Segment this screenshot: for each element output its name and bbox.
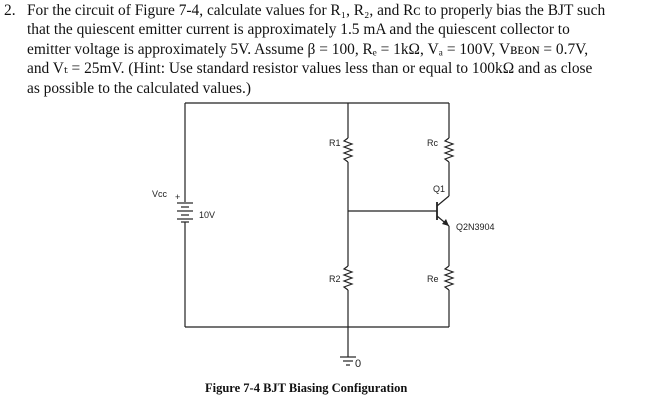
rc-resistor — [445, 138, 453, 162]
problem-line-4: and Vₜ = 25mV. (Hint: Use standard resistor values less than or equal to 100kΩ and as close — [27, 60, 593, 78]
ground-label: 0 — [355, 358, 362, 370]
rc-label: Rc — [427, 138, 438, 148]
ground-icon — [340, 357, 356, 365]
problem-line-2: that the quiescent emitter current is approximately 1.5 mA and the quiescent collector to — [27, 21, 570, 39]
vcc-value: 10V — [199, 210, 216, 220]
r2-resistor — [344, 266, 352, 290]
transistor-part-label: Q2N3904 — [456, 222, 495, 232]
problem-line-1: For the circuit of Figure 7-4, calculate values for R₁, R₂, and Rᴄ to properly bias the BJT such — [27, 2, 606, 19]
r1-label: R1 — [329, 138, 341, 148]
vcc-plus-sign: + — [175, 192, 181, 202]
q1-label: Q1 — [433, 184, 446, 194]
battery-icon — [177, 203, 193, 222]
re-resistor — [445, 266, 453, 290]
r1-resistor — [344, 138, 352, 162]
r2-label: R2 — [329, 274, 341, 284]
vcc-label: Vcc — [152, 189, 168, 199]
npn-transistor-icon — [437, 196, 449, 226]
re-label: Re — [427, 274, 439, 284]
problem-line-3: emitter voltage is approximately 5V. Assume β = 100, Rₑ = 1kΩ, Vₐ = 100V, Vʙᴇᴏɴ = 0.7V, — [27, 40, 589, 58]
figure-caption: Figure 7-4 BJT Biasing Configuration — [205, 381, 408, 395]
problem-line-5: as possible to the calculated values.) — [27, 79, 251, 97]
problem-number: 2. — [4, 2, 16, 19]
